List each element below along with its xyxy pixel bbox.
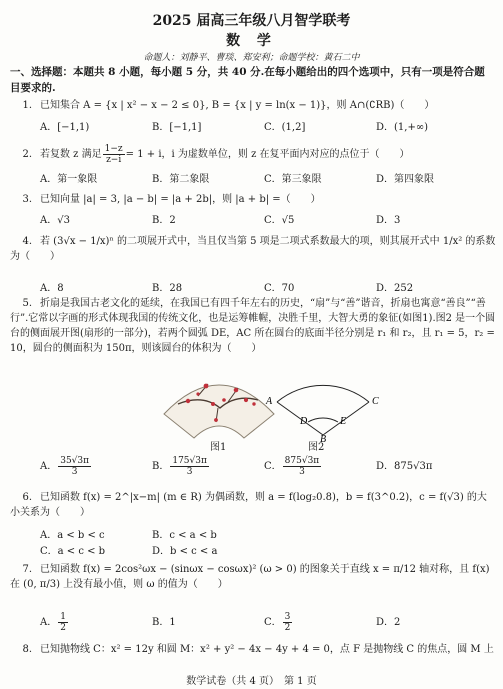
question-7 xyxy=(10,562,496,592)
question-6 xyxy=(10,490,496,520)
option-c: C．√5 xyxy=(264,215,295,226)
question-stem-b: = 1 + i，i 为虚数单位，则 z 在复平面内对应的点位于（ ） xyxy=(125,149,410,160)
options-row xyxy=(40,279,413,294)
question-stem: 已知函数 f(x) = 2cos²ωx − (sinωx − cosωx)² (ω > 0) 的图象关于直线 x = π/12 轴对称，且 f(x) 在 (0, π/3) 上没有最小值，则 ω 的值为（ ） xyxy=(10,564,490,590)
option-letter: C． xyxy=(264,461,282,472)
option-a: A．√3 xyxy=(40,215,70,226)
exam-title: 2025 届高三年级八月智学联考 xyxy=(152,13,351,29)
question-stem: 若 (3√x − 1/x)ⁿ 的二项展开式中，当且仅当第 5 项是二项式系数最大的项，则其展开式中 1/x² 的系数为（ ） xyxy=(10,236,496,262)
question-stem: 已知向量 |a| = 3, |a − b| = |a + 2b|，则 |a + b| =（ ） xyxy=(40,194,321,205)
section-heading: 一、选择题：本题共 8 小题，每小题 5 分，共 40 分.在每小题给出的四个选项中，只有一项是符合题目要求的. xyxy=(10,66,485,94)
page-footer: 数学试卷（共 4 页） 第 1 页 xyxy=(186,676,317,687)
option-letter: A． xyxy=(40,617,58,628)
option-d xyxy=(376,457,432,472)
fraction xyxy=(283,612,293,633)
question-2 xyxy=(10,144,496,165)
fraction-denominator: z−i xyxy=(106,155,122,165)
options-row xyxy=(40,612,400,633)
figure-2-caption: 图2 xyxy=(308,442,325,453)
option-b: B．28 xyxy=(152,283,183,294)
label-E: E xyxy=(340,416,347,427)
option-c: C．70 xyxy=(264,283,295,294)
option-d: D．b < c < a xyxy=(152,546,218,557)
fraction xyxy=(283,456,322,477)
fraction-numerator: 875√3π xyxy=(284,456,320,466)
fraction-numerator: 175√3π xyxy=(172,456,207,466)
options-row xyxy=(40,170,434,185)
label-B: B xyxy=(320,434,327,442)
option-c: C．a < c < b xyxy=(40,546,106,557)
fraction-denominator: 3 xyxy=(186,467,193,477)
option-c xyxy=(264,612,376,633)
option-b xyxy=(152,456,264,477)
label-A: A xyxy=(266,396,273,407)
label-D: D xyxy=(300,416,308,427)
question-number: 5. xyxy=(22,298,32,309)
option-d: D．252 xyxy=(376,283,414,294)
question-number: 4. xyxy=(22,236,32,247)
subject-heading: 数 学 xyxy=(226,33,277,49)
fan-shape xyxy=(164,385,274,438)
fraction-denominator: 2 xyxy=(284,623,291,633)
question-stem: 折扇是我国古老文化的延续，在我国已有四千年左右的历史，“扇”与“善”谐音，折扇也寓意“善良”“善行”.它常以字画的形式体现我国的传统文化，也是运筹帷幄，决胜千里，大智大勇的象征(如图1).图2 是一个圆台的侧面展开图(扇形的一部分)，若两个圆弧 DE，AC 所在圆台的底面半径分别是 r₁ 和 r₂，且 r₁ = 5，r₂ = 10，圆台的侧面积为 150π，则该圆台的体积为（ ） xyxy=(10,298,496,354)
question-3 xyxy=(10,192,496,207)
option-a xyxy=(40,612,152,633)
options-row xyxy=(40,542,217,557)
figure-1-caption: 图1 xyxy=(210,442,227,453)
question-number: 3. xyxy=(22,194,32,205)
option-c xyxy=(264,456,376,477)
fraction-denominator: 3 xyxy=(299,467,305,477)
label-C: C xyxy=(372,396,379,407)
outer-arc-AC xyxy=(277,385,369,402)
option-b: B．c < a < b xyxy=(152,530,217,541)
option-letter: C． xyxy=(264,617,282,628)
annular-sector-figure xyxy=(262,362,384,442)
question-stem-a: 若复数 z 满足 xyxy=(40,149,102,160)
fraction-numerator: 1−z xyxy=(104,144,123,154)
option-a xyxy=(40,456,152,477)
option-d: D．第四象限 xyxy=(376,174,435,185)
fraction-denominator: 2 xyxy=(60,623,66,633)
question-stem: 已知抛物线 C：x² = 12y 和圆 M：x² + y² − 4x − 4y + 4 = 0，点 F 是抛物线 C 的焦点，圆 M 上 xyxy=(40,644,494,655)
authors-line: 命题人：刘静平、曹琰、郑安利；命题学校：黄石二中 xyxy=(143,53,360,63)
option-d: D．(1,+∞) xyxy=(376,122,429,133)
question-stem: 已知集合 A = {x | x² − x − 2 ≤ 0}, B = {x | y = ln(x − 1)}，则 A∩(∁RB)（ ） xyxy=(40,100,435,111)
option-a: A．8 xyxy=(40,283,64,294)
fraction xyxy=(58,612,68,633)
option-value: 875√3π xyxy=(394,461,433,472)
option-d: D．3 xyxy=(376,215,401,226)
fraction-numerator: 1 xyxy=(60,612,66,622)
question-8 xyxy=(10,642,496,657)
question-1 xyxy=(10,98,496,113)
question-number: 8. xyxy=(22,644,32,655)
fraction xyxy=(58,456,91,477)
question-5 xyxy=(10,296,496,356)
question-stem: 已知函数 f(x) = 2^|x−m| (m ∈ R) 为偶函数，则 a = f(log₂0.8)，b = f(3^0.2)，c = f(√3) 的大小关系为（ ） xyxy=(10,492,487,518)
option-letter: D． xyxy=(376,461,395,472)
option-b: B．第二象限 xyxy=(152,174,210,185)
option-letter: B． xyxy=(152,461,170,472)
question-number: 7. xyxy=(22,564,32,575)
option-a: A．a < b < c xyxy=(40,530,105,541)
options-row xyxy=(40,211,400,226)
fraction xyxy=(170,456,209,477)
option-letter: A． xyxy=(40,461,58,472)
option-c: C．(1,2] xyxy=(264,122,306,133)
option-b: B．1 xyxy=(152,617,176,628)
fraction-denominator: 3 xyxy=(71,467,78,477)
question-number: 2. xyxy=(22,149,32,160)
option-c: C．第三象限 xyxy=(264,174,322,185)
options-row xyxy=(40,456,432,477)
question-4 xyxy=(10,234,496,264)
option-b: B．2 xyxy=(152,215,176,226)
options-row xyxy=(40,526,217,541)
option-a: A．[−1,1) xyxy=(40,122,90,133)
option-b: B．[−1,1] xyxy=(152,122,202,133)
fraction xyxy=(103,144,125,165)
options-row xyxy=(40,118,428,133)
option-d: D．2 xyxy=(376,617,401,628)
option-a: A．第一象限 xyxy=(40,174,98,185)
fraction-numerator: 35√3π xyxy=(60,456,90,466)
inner-arc-DE xyxy=(308,418,338,422)
question-number: 6. xyxy=(22,492,32,503)
question-number: 1. xyxy=(22,100,32,111)
fraction-numerator: 3 xyxy=(284,612,291,622)
